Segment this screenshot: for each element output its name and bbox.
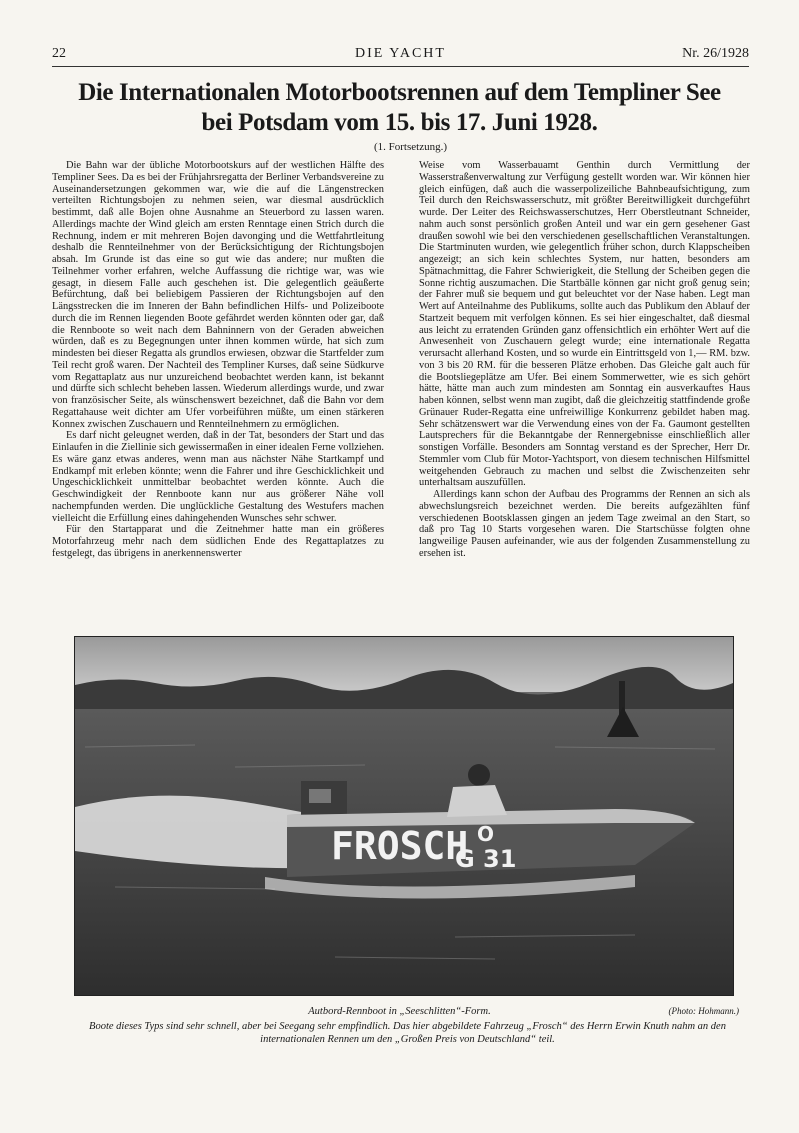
issue-number: Nr. 26/1928 bbox=[682, 46, 749, 61]
running-header bbox=[52, 44, 749, 64]
paragraph: Weise vom Wasserbauamt Genthin durch Vermittlung der Wasserstraßenverwaltung zur Verfügung gestellt worden war. Wir können hier gleich einfügen, daß auch die wasserpolizeiliche Bahnbeaufsichtigung, zum Teil durch den Reichswasserschutz, mit größter Bereitwilligkeit durchgeführt wurde. Der Leiter des Reichswasserschutzes, Herr Oberstleutnant Schneider, nahm auch sonst persönlich großen Anteil und war ein gern gesehener Gast draußen sowohl wie bei den verschiedenen gesellschaftlichen Veranstaltungen. Die Startminuten wurden, wie gelegentlich früher schon, durch Klappscheiben angezeigt; an sich kein schlechtes System, nur hatten, besonders am Spätnachmittag, die Fahrer Schwierigkeit, die Stellung der Scheiben gegen die Sonne richtig auszumachen. Die Startbälle können gar nicht groß genug sein; der Fahrer muß sie bequem und gut beleuchtet vor der Nase haben. Legt man Wert auf Anteilnahme des Publikums, sollte auch das Publikum den Ablauf der Startzeit bequem mit verfolgen können. Es sei hier eingeschaltet, daß diesmal aus leicht zu erratenden Gründen ganz offensichtlich ein erhöhter Wert auf die Anwesenheit von Zuschauern gelegt wurde; eine internationale Regatta verursacht allerhand Kosten, und so wurde ein Eintrittsgeld von 1,— RM. bzw. von 3 bis 20 RM. für die besseren Plätze erhoben. Das Gleiche galt auch für die Bootsliegeplätze am Ufer. Bei einem Sommerwetter, wie es sich gehört hätte, hätte man auch zum mindesten am Sonntag ein ausverkauftes Haus haben können, selbst wenn man zugibt, daß die gleichzeitig stattfindende große Grünauer Ruder-Regatta eine unfreiwillige Konkurrenz gebildet haben mag. Sehr schätzenswert war die Verwendung eines von der Fa. Gaumont gestellten Lautsprechers für die Bekanntgabe der Rennergebnisse einschließlich aller sonstigen Vorfälle. Besonders am Sonntag verstand es der Sprecher, Herr Dr. Stemmler vom Club für Motor-Yachtsport, von diesem technischen Hilfsmittel weitgehenden Gebrauch zu machen und selbst die Zwischenzeiten sehr unterhaltsam auszufüllen. bbox=[419, 160, 750, 489]
header-rule bbox=[52, 66, 749, 67]
left-column bbox=[52, 160, 384, 560]
photo-illustration bbox=[75, 637, 733, 995]
title-line-1: Die Internationalen Motorbootsrennen auf dem Templiner See bbox=[78, 79, 721, 106]
article-title bbox=[40, 78, 759, 138]
sail-number-bottom: G 31 bbox=[455, 845, 517, 873]
right-column bbox=[419, 160, 750, 560]
journal-title: DIE YACHT bbox=[355, 46, 446, 61]
photo-credit: (Photo: Hohmann.) bbox=[668, 1006, 739, 1016]
boat-name-label: FROSCH bbox=[331, 824, 469, 868]
race-boat-photo bbox=[74, 636, 734, 996]
paragraph: Es darf nicht geleugnet werden, daß in der Tat, besonders der Start und das Einlaufen in die Ziellinie sich gewissermaßen in einer idealen Ferne vollziehen. Es wäre ganz etwas anderes, wenn man aus nächster Nähe Startkampf und Endkampf mit erleben könnte; wenn die Fahrer und ihre Geschicklichkeit und Ungeschicklichkeit unmittelbar beobachtet werden könnte. Auch die Geschwindigkeit der Rennboote kann nur aus größerer Nähe voll nachempfunden werden. Die unglückliche Gestaltung des Westufers machen vielleicht die Erfüllung eines dahingehenden Wunsches sehr schwer. bbox=[52, 430, 384, 524]
sail-number-top: O bbox=[477, 822, 495, 846]
outboard-motor bbox=[301, 781, 347, 817]
paragraph: Allerdings kann schon der Aufbau des Programms der Rennen an sich als abwechslungsreich bezeichnet werden. Die bereits aufgezählten fünf verschiedenen Bootsklassen gingen an jedem Tage zweimal an den Start, so daß pro Tag 10 Starts vorgesehen waren. Die Startschüsse folgten ohne langweilige Pausen aufeinander, wie aus der folgenden Zusammenstellung zu ersehen ist. bbox=[419, 489, 750, 559]
page-number: 22 bbox=[52, 46, 66, 61]
title-line-2: bei Potsdam vom 15. bis 17. Juni 1928. bbox=[201, 109, 598, 136]
photo-caption-body: Boote dieses Typs sind sehr schnell, aber bei Seegang sehr empfindlich. Das hier abgebildete Fahrzeug „Frosch“ des Herrn Erwin Knuth nahm an den internationalen Rennen um den „Großen Preis von Deutschland“ teil. bbox=[89, 1021, 726, 1045]
photo-caption-title: Autbord-Rennboot in „Seeschlitten“-Form. bbox=[308, 1006, 491, 1017]
article-subtitle: (1. Fortsetzung.) bbox=[373, 141, 447, 153]
paragraph: Die Bahn war der übliche Motorbootskurs auf der westlichen Hälfte des Templiner Sees. Da es bei der Frühjahrsregatta der Berliner Verbandsvereine zu Auseinandersetzungen gekommen war, wie die auf die Längenstrecken verteilten Richtungsbojen zu nehmen seien, war diesmal ausdrücklich bestimmt, daß alle Bojen ohne Ausnahme an Steuerbord zu lassen waren. Allerdings machte der Wind gleich am ersten Renntage einen Strich durch die Rechnung, indem er mit mehreren Bojen davonging und die Wettfahrtleitung deshalb die Rennteilnehmer von der Berücksichtigung der Richtungsbojen absah. Im Grunde ist das eine so gut wie das andere; nur mußten die Teilnehmer vorher erfahren, welche Auffassung die richtige war, was wie gesagt, in diesem Falle auch geschehen ist. Die gelegentlich geäußerte Befürchtung, daß bei beliebigem Passieren der Richtungsbojen auf den Längsstrecken die im Inneren der Bahn befindlichen Hilfs- und Polizeiboote durch die im Rennen liegenden Boote gefährdet werden könnten oder gar, daß die Rennboote so weit nach dem Bahninnern von der Geraden abweichen würden, daß es zu Begegnungen unter ihnen kommen würde, hat sich zum mindesten bei dieser Regatta als grundlos erwiesen, obzwar die Startfelder zum Teil recht groß waren. Der Nachteil des Templiner Kurses, daß seine Südkurve vom Regattaplatz aus nur unzureichend beobachtet werden kann, ist bekannt und dürfte sich schlecht beheben lassen. Wiederum allerdings wurde, und zwar von französischer Seite, als wünschenswert bezeichnet, daß die Bahn vor dem Regattahause weit dichter am Ufer vorbeiführen müßte, um einen stärkeren Konnex zwischen Zuschauern und Rennteilnehmern zu ermöglichen. bbox=[52, 160, 384, 430]
paragraph: Für den Startapparat und die Zeitnehmer hatte man ein größeres Motorfahrzeug mehr nach dem südlichen Ende des Regattaplatzes zu festgelegt, das übrigens in anerkennenswerter bbox=[52, 524, 384, 559]
